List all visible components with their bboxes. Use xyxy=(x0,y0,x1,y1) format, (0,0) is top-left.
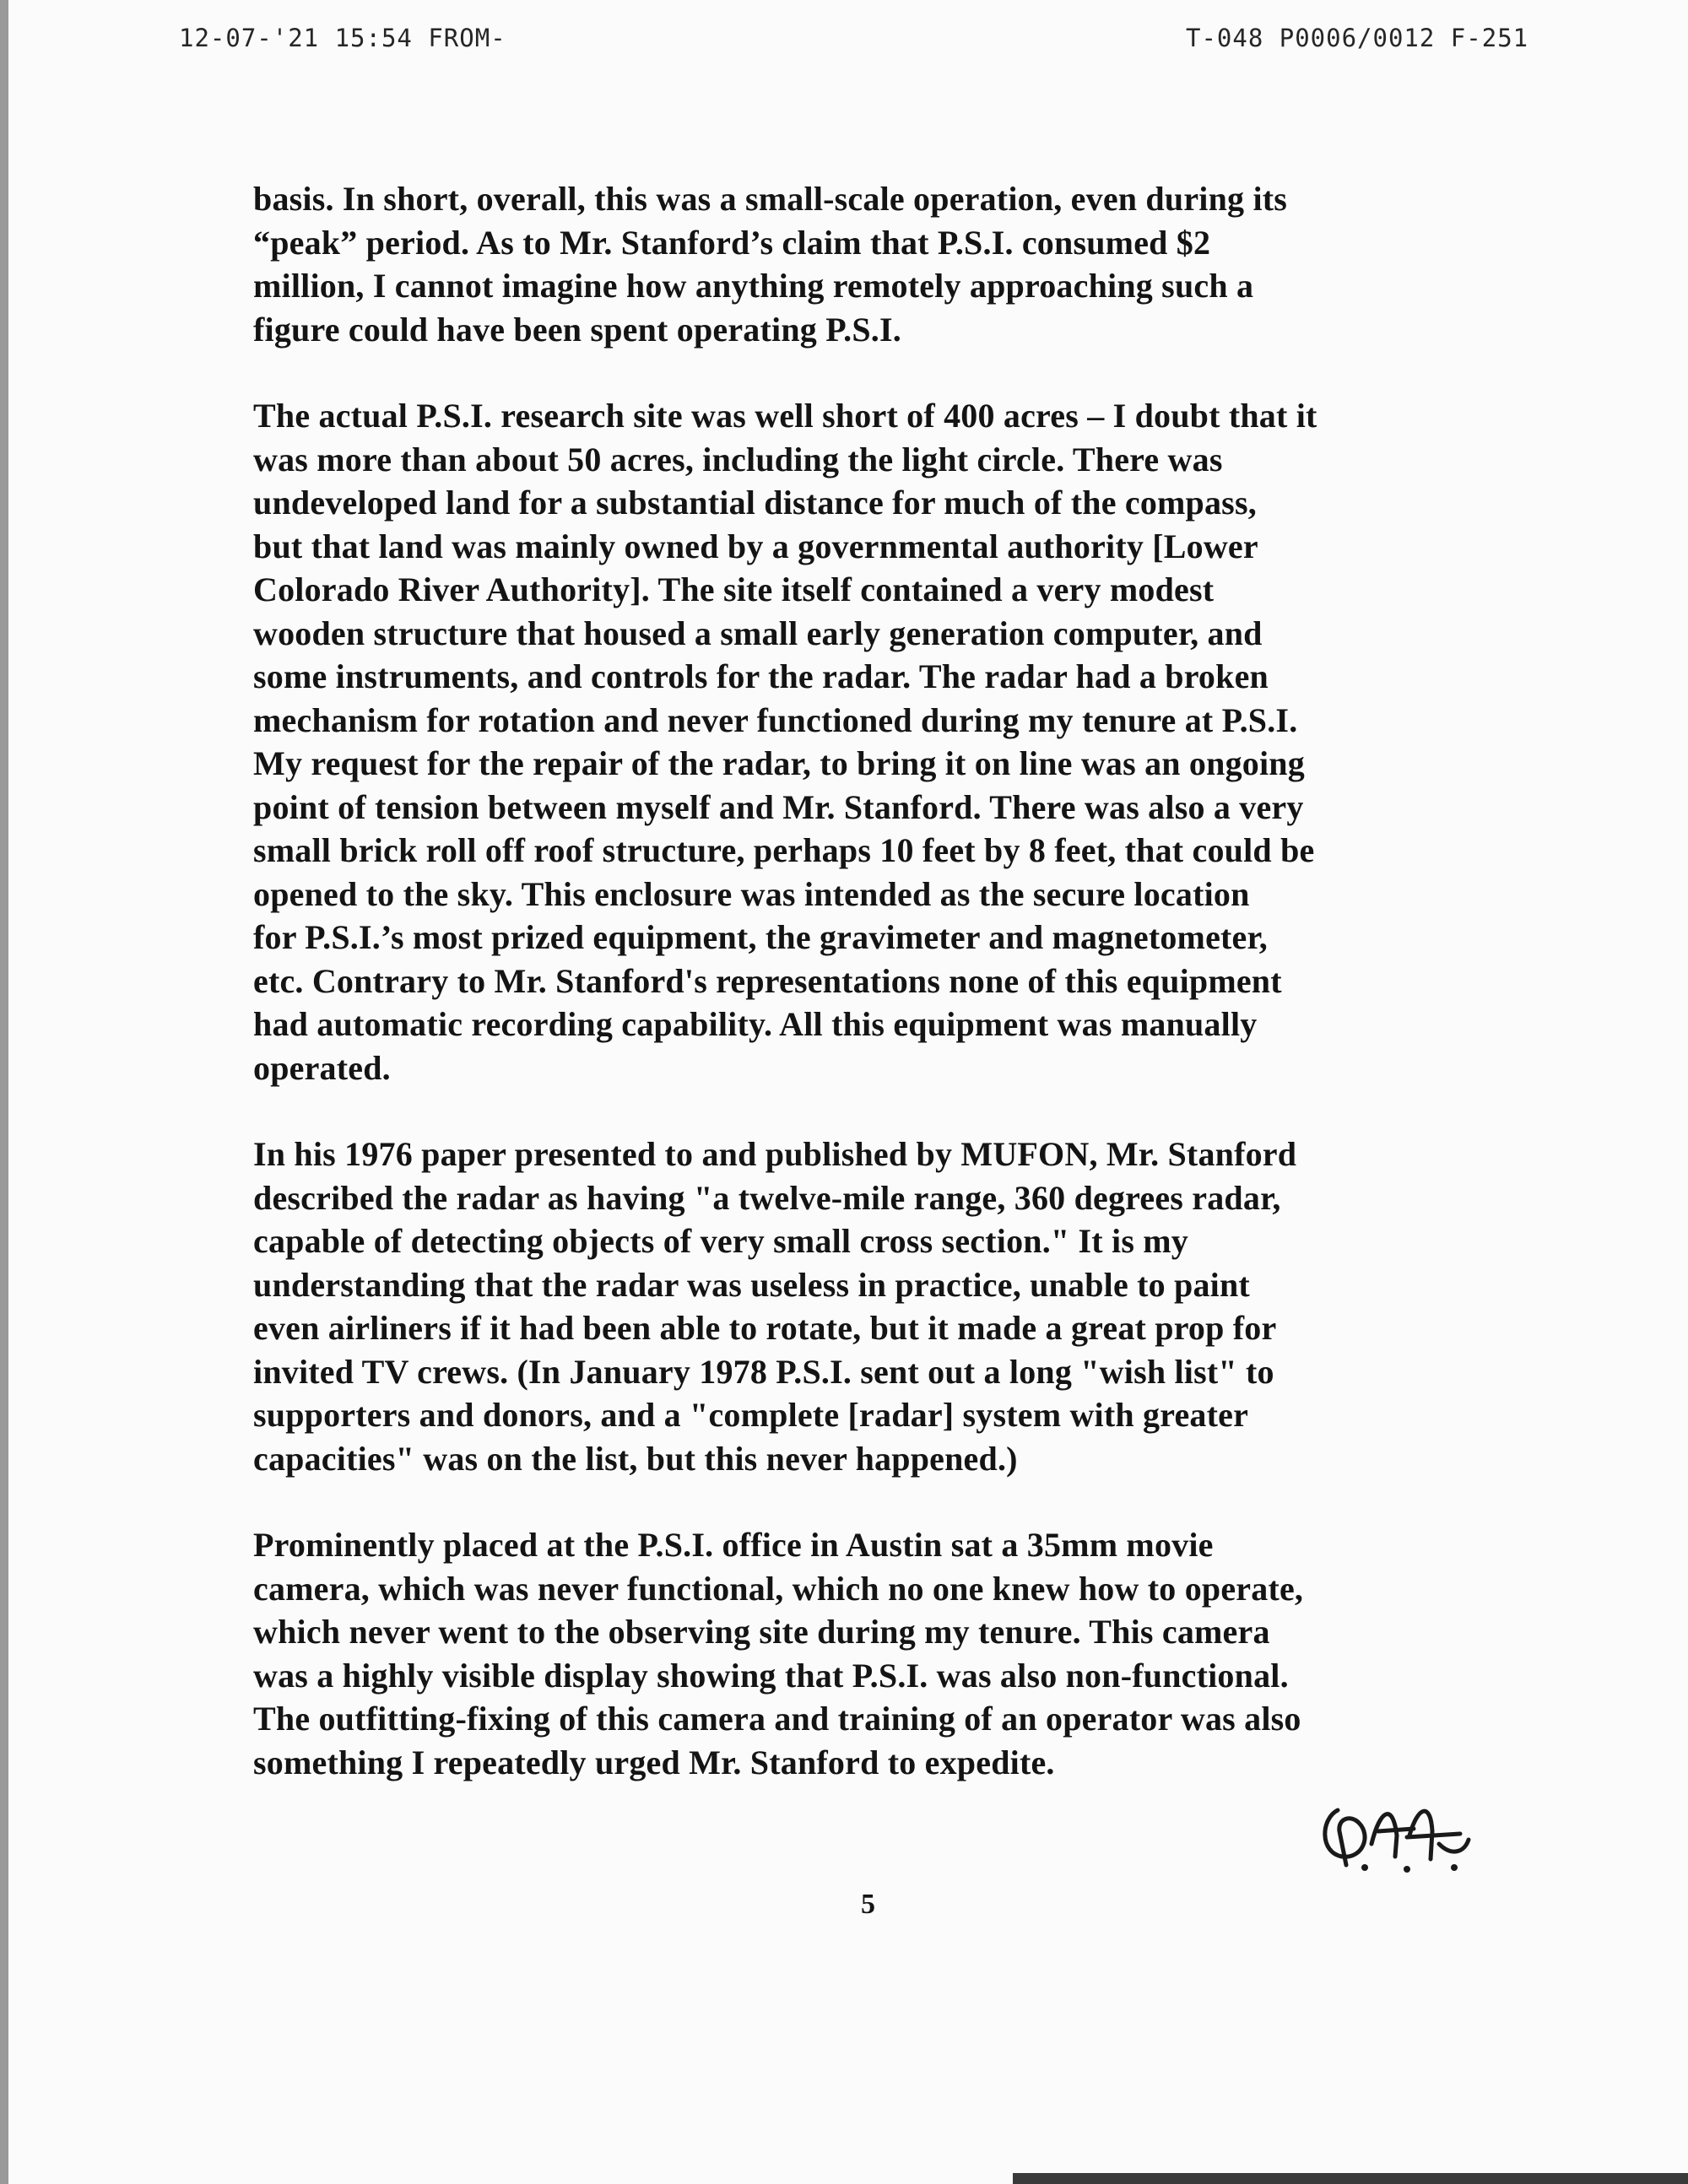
text-line: The outfitting-fixing of this camera and training of an operator was also xyxy=(253,1700,1301,1738)
text-line: mechanism for rotation and never functioned during my tenure at P.S.I. xyxy=(253,700,1298,739)
text-line: My request for the repair of the radar, to bring it on line was an ongoing xyxy=(253,744,1305,782)
text-line: In his 1976 paper presented to and published by MUFON, Mr. Stanford xyxy=(253,1135,1297,1173)
text-line: camera, which was never functional, which no one knew how to operate, xyxy=(253,1569,1304,1608)
text-line: which never went to the observing site during my tenure. This camera xyxy=(253,1613,1270,1651)
text-line: some instruments, and controls for the radar. The radar had a broken xyxy=(253,657,1269,695)
text-line: capable of detecting objects of very small cross section." It is my xyxy=(253,1222,1189,1260)
text-line: “peak” period. As to Mr. Stanford’s claim that P.S.I. consumed $2 xyxy=(253,223,1211,262)
text-line: invited TV crews. (In January 1978 P.S.I. sent out a long "wish list" to xyxy=(253,1352,1274,1391)
text-line: was more than about 50 acres, including the light circle. There was xyxy=(253,440,1223,478)
text-line: The actual P.S.I. research site was well short of 400 acres – I doubt that it xyxy=(253,397,1317,435)
text-line: for P.S.I.’s most prized equipment, the gravimeter and magnetometer, xyxy=(253,918,1268,956)
scan-left-edge xyxy=(0,0,8,2184)
text-line: wooden structure that housed a small early generation computer, and xyxy=(253,614,1263,652)
text-line: opened to the sky. This enclosure was intended as the secure location xyxy=(253,874,1250,913)
text-line: figure could have been spent operating P.S.I. xyxy=(253,310,901,349)
text-line: undeveloped land for a substantial distance for much of the compass, xyxy=(253,484,1257,522)
fax-header-left: 12-07-'21 15:54 FROM- xyxy=(179,24,506,52)
text-line: operated. xyxy=(253,1048,391,1087)
text-line: even airliners if it had been able to rotate, but it made a great prop for xyxy=(253,1309,1277,1347)
paragraph-3 xyxy=(253,1133,1460,1480)
scan-bottom-edge xyxy=(1013,2173,1688,2184)
text-line: point of tension between myself and Mr. Stanford. There was also a very xyxy=(253,787,1304,826)
paragraph-1 xyxy=(253,177,1460,351)
signature-initials xyxy=(1312,1785,1473,1878)
text-line: small brick roll off roof structure, perhaps 10 feet by 8 feet, that could be xyxy=(253,831,1315,869)
text-line: basis. In short, overall, this was a small-scale operation, even during its xyxy=(253,180,1288,218)
paragraph-2 xyxy=(253,394,1460,1089)
text-line: was a highly visible display showing that P.S.I. was also non-functional. xyxy=(253,1656,1289,1695)
text-line: described the radar as having "a twelve-mile range, 360 degrees radar, xyxy=(253,1178,1281,1217)
text-line: Colorado River Authority]. The site itself contained a very modest xyxy=(253,570,1215,608)
text-line: million, I cannot imagine how anything remotely approaching such a xyxy=(253,267,1254,305)
text-line: something I repeatedly urged Mr. Stanford to expedite. xyxy=(253,1743,1055,1781)
text-line: Prominently placed at the P.S.I. office in Austin sat a 35mm movie xyxy=(253,1526,1214,1564)
page-number: 5 xyxy=(861,1889,875,1920)
text-line: understanding that the radar was useless in practice, unable to paint xyxy=(253,1265,1250,1304)
text-line: supporters and donors, and a "complete [radar] system with greater xyxy=(253,1396,1249,1434)
text-line: capacities" was on the list, but this never happened.) xyxy=(253,1439,1018,1478)
fax-header-right: T-048 P0006/0012 F-251 xyxy=(1186,24,1529,52)
paragraph-4 xyxy=(253,1523,1460,1784)
text-line: etc. Contrary to Mr. Stanford's representations none of this equipment xyxy=(253,961,1282,1000)
body-text xyxy=(253,177,1460,1827)
text-line: had automatic recording capability. All this equipment was manually xyxy=(253,1005,1258,1043)
text-line: but that land was mainly owned by a governmental authority [Lower xyxy=(253,527,1258,565)
